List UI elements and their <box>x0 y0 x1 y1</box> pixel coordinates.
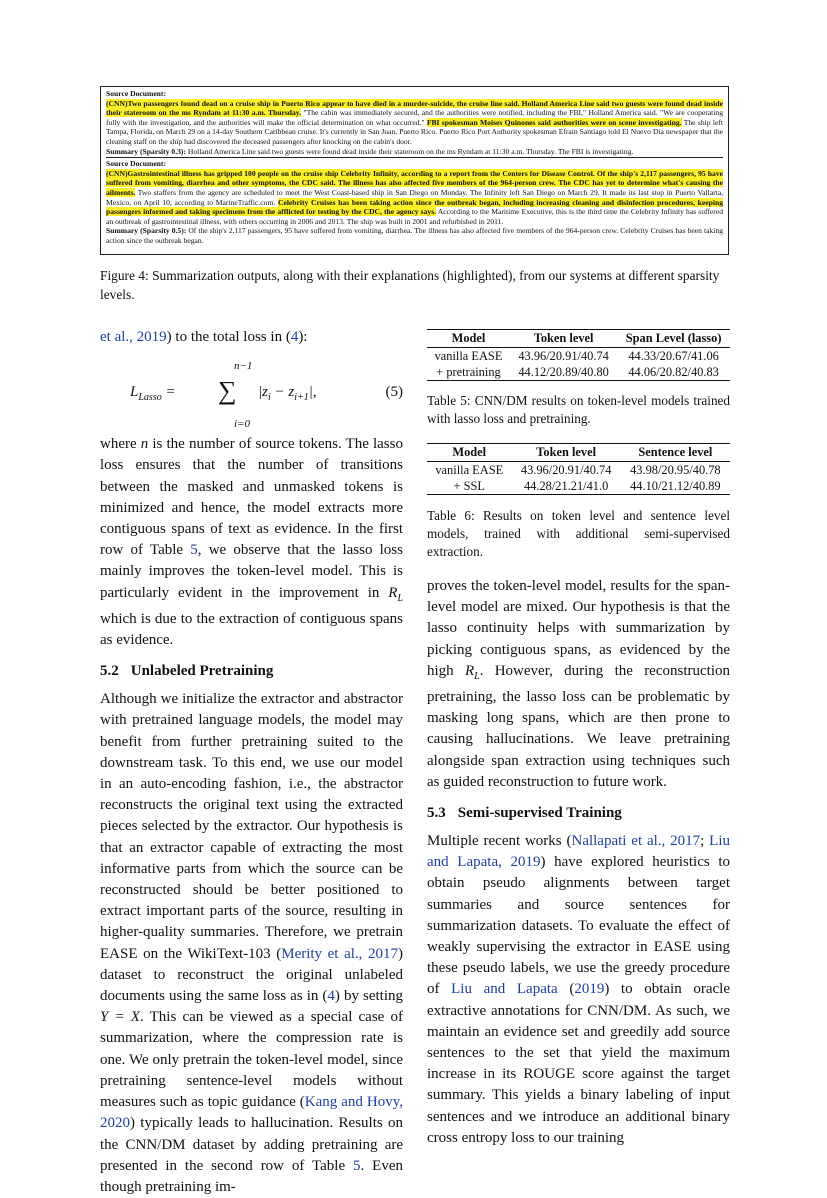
column-header: Token level <box>512 444 621 462</box>
column-header: Model <box>427 444 512 462</box>
section-number: 5.3 <box>427 805 446 822</box>
table-row <box>427 364 730 381</box>
table-header-row <box>427 330 730 348</box>
citation-link[interactable]: Merity et al., 2017 <box>281 945 398 962</box>
equation-number: (5) <box>385 384 403 401</box>
citation-link[interactable]: Kang and Hovy, 2020 <box>100 1094 403 1132</box>
figure-panel-2 <box>106 157 723 246</box>
text: . This can be viewed as a special case of summarization, where the compression rate is one. We only pretrain the token-level model, since pretraining sentence-level models without measures such as topic guidance ( <box>100 1009 403 1111</box>
text: ( <box>557 981 575 998</box>
text: . Even though pretraining im- <box>100 1157 403 1195</box>
math: Y = X <box>100 1009 140 1026</box>
math <box>464 662 480 682</box>
table-cell: + pretraining <box>427 364 510 381</box>
table-row <box>427 478 730 495</box>
equation-5 <box>100 348 403 434</box>
text: , we observe that the lasso loss mainly improves the token-level model. This is particularly evident in the improvement in <box>100 542 403 601</box>
table-cell: 44.12/20.89/40.80 <box>510 364 617 381</box>
source-text: According to the Maritime Executive, this is the third time the Celebrity Infinity has suffered an outbreak of gastrointestinal illness, with others occurring in 2006 and 2013. The ship was built in 2001 and refurbished in 2011. <box>106 207 723 226</box>
equation-ref-link[interactable]: 4 <box>290 329 299 345</box>
text: ): <box>298 329 308 345</box>
text: ) typically leads to hallucination. Results on the CNN/DM dataset by adding pretraining are presented in the second row of Table <box>100 1115 403 1174</box>
math <box>388 584 403 604</box>
text: ) to the total loss in ( <box>166 329 291 345</box>
table-cell: vanilla EASE <box>434 349 503 363</box>
sum-lower-limit: i=0 <box>234 418 250 431</box>
table-5 <box>427 329 730 381</box>
equation-body: $|z_i - z_{i+1}|$, <box>258 384 317 404</box>
math-subscript: L <box>397 592 403 604</box>
paragraph <box>100 434 403 651</box>
text: where <box>100 436 141 453</box>
paragraph <box>427 576 730 793</box>
source-text: Two staffers from the agency are scheduled to meet the West Coast-based ship in San Diego on Monday. The Infinity left San Diego on March 29. It made its last stop in Puerto Vallarta, Mexico, on April 10, according to MarineTraffic.com. <box>106 187 723 207</box>
table-row <box>427 348 730 365</box>
section-title: Semi-supervised Training <box>457 805 622 822</box>
table-cell: 43.98/20.95/40.78 <box>630 463 721 477</box>
sum-symbol: ∑ <box>218 376 237 406</box>
table-header-row <box>427 444 730 462</box>
source-text: The ship left Tampa, Florida, on March 29 on a 14-day Southern Caribbean cruise. It's currently in San Juan, Puerto Rico. Puerto Rico Port Authority spokesman Efrain Santiago told El Nuevo Dia newspaper that the cleaning staff on the ship had discovered the deceased passengers after knocking on the cabin's door. <box>106 117 723 146</box>
text: ; <box>700 833 710 850</box>
table-6 <box>427 443 730 495</box>
eq-symbol: L <box>130 384 139 401</box>
section-heading <box>427 803 730 823</box>
highlighted-explanation: (CNN)Gastrointestinal illness has gripped 100 people on the cruise ship Celebrity Infinity, according to a report from the Centers for Disease Control. Of the ship's 2,117 passengers, 95 have suffered from vomiting, diarrhea and other symptoms, the CDC said. The illness has also affected five members of the 964-person crew. The CDC has yet to determine what's causing the ailments. <box>106 168 723 197</box>
table-cell: 43.96/20.91/40.74 <box>520 463 612 477</box>
equation-ref-link[interactable]: 4 <box>327 988 335 1005</box>
figure-4-box <box>100 86 729 255</box>
section-title: Unlabeled Pretraining <box>130 663 274 680</box>
text: Although we initialize the extractor and abstractor with pretrained language models, the model may benefit from further pretraining suited to the downstream task. To this end, we use our model in an auto-encoding fashion, i.e., the abstractor reconstructs the original text using the extracted pieces selected by the extractor. Our hypothesis is that an extractor capable of extracting the most informative parts from which the source can be reconstructed should be better positioned to extract important parts of the source, resulting in higher-quality summaries. Therefore, we pretrain EASE on the WikiText-103 ( <box>100 691 403 962</box>
table-ref-link[interactable]: 5 <box>353 1157 361 1174</box>
paragraph <box>427 831 730 1149</box>
math-symbol: R <box>464 662 475 679</box>
citation-link[interactable]: Liu and Lapata, 2019 <box>427 833 730 871</box>
text: is the number of source tokens. The lasso loss ensures that the number of transitions between the masked and unmasked tokens is minimized and hence, the model extracts more contiguous spans of text as evidence. In the first row of Table <box>100 436 403 559</box>
eq-part: − z <box>270 384 295 401</box>
table-cell: 44.10/21.12/40.89 <box>621 478 730 495</box>
citation-link[interactable]: et al., 2019 <box>100 329 167 345</box>
highlighted-explanation: Celebrity Cruises has been taking action since the outbreak began, including increasing cleaning and disinfection procedures, keeping passengers informed and taking specimens from the afflicted for testing by the CDC, the agency says. <box>106 197 723 217</box>
eq-part: |z <box>258 384 268 401</box>
summary-label: Summary (Sparsity 0.3): <box>106 146 186 156</box>
highlighted-explanation: FBI spokesman Moises Quinones said authorities were on scene investigating. <box>426 117 682 127</box>
text: . However, during the reconstruction pretraining, the lasso loss can be problematic by masking long spans, which are then prone to causing hallucinations. We leave pretraining alongside span extraction using techniques such as guided reconstruction to future work. <box>427 662 730 790</box>
table-cell: + SSL <box>427 478 512 495</box>
text: proves the token-level model, results for the span-level model are mixed. Our hypothesis is that the lasso continuity helps with summarization by picking contiguous spans, as evidenced by the high <box>427 578 730 679</box>
math-symbol: R <box>388 584 398 601</box>
text: ) to obtain oracle extractive annotations for CNN/DM. As such, we maintain an evidence set and greedily add source sentences to the set that yield the maximum increase in its ROUGE score against the target summary. This yields a binary labeling of input sentences and we introduce an additional binary cross entropy loss to our training <box>427 981 730 1146</box>
text: which is due to the extraction of contiguous spans as evidence. <box>100 610 403 649</box>
source-text: "The cabin was immediately secured, and the authorities were notified, including the FBI," Holland America said. "We are cooperating fully with the investigation, and the authorities will make the official determination on what occurred." <box>106 108 723 127</box>
column-header: Span Level (lasso) <box>617 330 730 348</box>
figure-panel-1 <box>106 89 723 157</box>
eq-subscript: Lasso <box>138 392 162 404</box>
table-6-caption: Table 6: Results on token level and sentence level models, trained with additional semi-supervised extraction. <box>427 508 730 559</box>
text: Multiple recent works ( <box>427 833 572 850</box>
source-document-label: Source Document: <box>106 89 166 98</box>
summary-text: Holland America Line said two guests were found dead inside their stateroom on the ms Ryndam at 11:30 a.m. Thursday. The FBI is investigating. <box>185 146 634 156</box>
left-column <box>100 327 403 1198</box>
table-cell: vanilla EASE <box>435 463 504 477</box>
text: ) dataset to reconstruct the original unlabeled documents using the same loss as in ( <box>100 945 403 1005</box>
citation-link[interactable]: Liu and Lapata <box>451 981 558 998</box>
figure-4-caption: Figure 4: Summarization outputs, along with their explanations (highlighted), from our systems at different sparsity levels. <box>100 268 720 302</box>
table-row <box>427 462 730 479</box>
table-cell: 43.96/20.91/40.74 <box>518 349 609 363</box>
intro-line <box>100 327 403 348</box>
citation-year-link[interactable]: 2019 <box>574 981 605 998</box>
highlighted-explanation: (CNN)Two passengers found dead on a cruise ship in Puerto Rico appear to have died in a murder-suicide, the cruise line said. Holland America Line said two guests were found dead inside their stateroom on the ms Ryndam at 11:30 a.m. Thursday. <box>106 98 723 118</box>
math: n <box>140 436 149 453</box>
table-cell: 44.33/20.67/41.06 <box>628 349 719 363</box>
summary-text: Of the ship's 2,117 passengers, 95 have suffered from vomiting, diarrhea. The illness has also affected five members of the 964-person crew. Celebrity Cruises has been taking action since the outbreak began. <box>106 226 723 245</box>
paragraph <box>100 689 403 1198</box>
eq-part: |, <box>308 384 317 401</box>
column-header: Token level <box>510 330 617 348</box>
equation-lhs: $L_{Lasso}$ = <box>130 384 176 404</box>
summary-label: Summary (Sparsity 0.5): <box>106 226 187 236</box>
table-cell: 44.28/21.21/41.0 <box>512 478 621 495</box>
right-column <box>427 576 730 1149</box>
section-heading <box>100 661 403 681</box>
math-subscript: L <box>474 670 480 682</box>
source-document-label: Source Document: <box>106 159 166 169</box>
table-ref-link[interactable]: 5 <box>190 542 198 559</box>
column-header: Sentence level <box>621 444 730 462</box>
text: ) by setting <box>334 988 403 1005</box>
text: ) have explored heuristics to obtain pseudo alignments between target summaries and source sentences for summarization datasets. To evaluate the effect of weakly supervising the extractor in EASE using these pseudo labels, we use the greedy procedure of <box>427 854 730 998</box>
column-header: Model <box>427 330 510 348</box>
section-number: 5.2 <box>100 663 119 680</box>
citation-link[interactable]: Nallapati et al., 2017 <box>571 833 701 850</box>
table-cell: 44.06/20.82/40.83 <box>617 364 730 381</box>
table-5-caption: Table 5: CNN/DM results on token-level models trained with lasso loss and pretraining. <box>427 393 730 426</box>
sum-upper-limit: n−1 <box>234 360 253 373</box>
